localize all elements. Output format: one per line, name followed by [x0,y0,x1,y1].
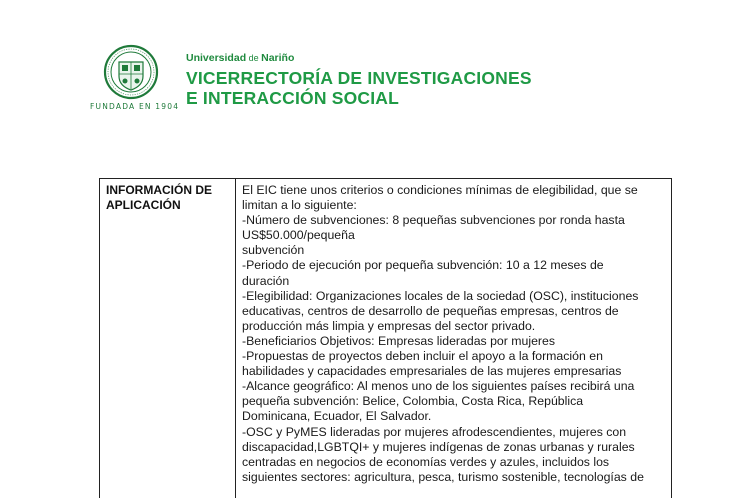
content-line: educativas, centros de desarrollo de pequeñas empresas, centros de [242,303,619,318]
content-line: -Número de subvenciones: 8 pequeñas subvenciones por ronda hasta [242,213,625,228]
office-title-line-1: VICERRECTORÍA DE INVESTIGACIONES [186,68,532,88]
content-line: -OSC y PyMES lideradas por mujeres afrodescendientes, mujeres con [242,424,627,439]
content-line: -Periodo de ejecución por pequeña subvención: 10 a 12 meses de [242,258,604,273]
application-info-table [99,178,672,498]
content-line: -Beneficiarios Objetivos: Empresas lideradas por mujeres [242,333,556,348]
content-line: -Propuestas de proyectos deben incluir el apoyo a la formación en [242,349,603,364]
content-line: El EIC tiene unos criterios o condiciones mínimas de elegibilidad, que se [242,183,638,197]
founded-text: FUNDADA EN 1904 [90,102,180,111]
content-line: Dominicana, Ecuador, El Salvador. [242,409,432,424]
content-line: discapacidad,LGBTQI+ y mujeres indígenas de zonas urbanas y rurales [242,439,635,454]
content-line: -Elegibilidad: Organizaciones locales de la sociedad (OSC), instituciones [242,288,639,303]
content-line: limitan a lo siguiente: [242,198,357,213]
content-line: habilidades y capacidades empresariales de las mujeres empresarias [242,364,622,379]
content-line: centradas en negocios de economías verdes y azules, incluidos los [242,454,610,469]
letterhead [88,40,688,120]
content-line: duración [242,273,290,288]
office-title-line-2: E INTERACCIÓN SOCIAL [186,88,400,108]
content-line: -Alcance geográfico: Al menos uno de los siguientes países recibirá una [242,379,635,394]
university-name: Universidad de Nariño [186,52,295,64]
content-line: US$50.000/pequeña [242,228,355,243]
content-line: pequeña subvención: Belice, Colombia, Costa Rica, República [242,394,584,409]
university-seal-icon [98,44,164,100]
content-line: producción más limpia y empresas del sector privado. [242,318,536,333]
content-line: subvención [242,243,305,258]
row-label: INFORMACIÓN DE APLICACIÓN [100,179,236,498]
content-line: siguientes sectores: agricultura, pesca, turismo sostenible, tecnologías de [242,469,644,484]
row-content [236,179,671,485]
